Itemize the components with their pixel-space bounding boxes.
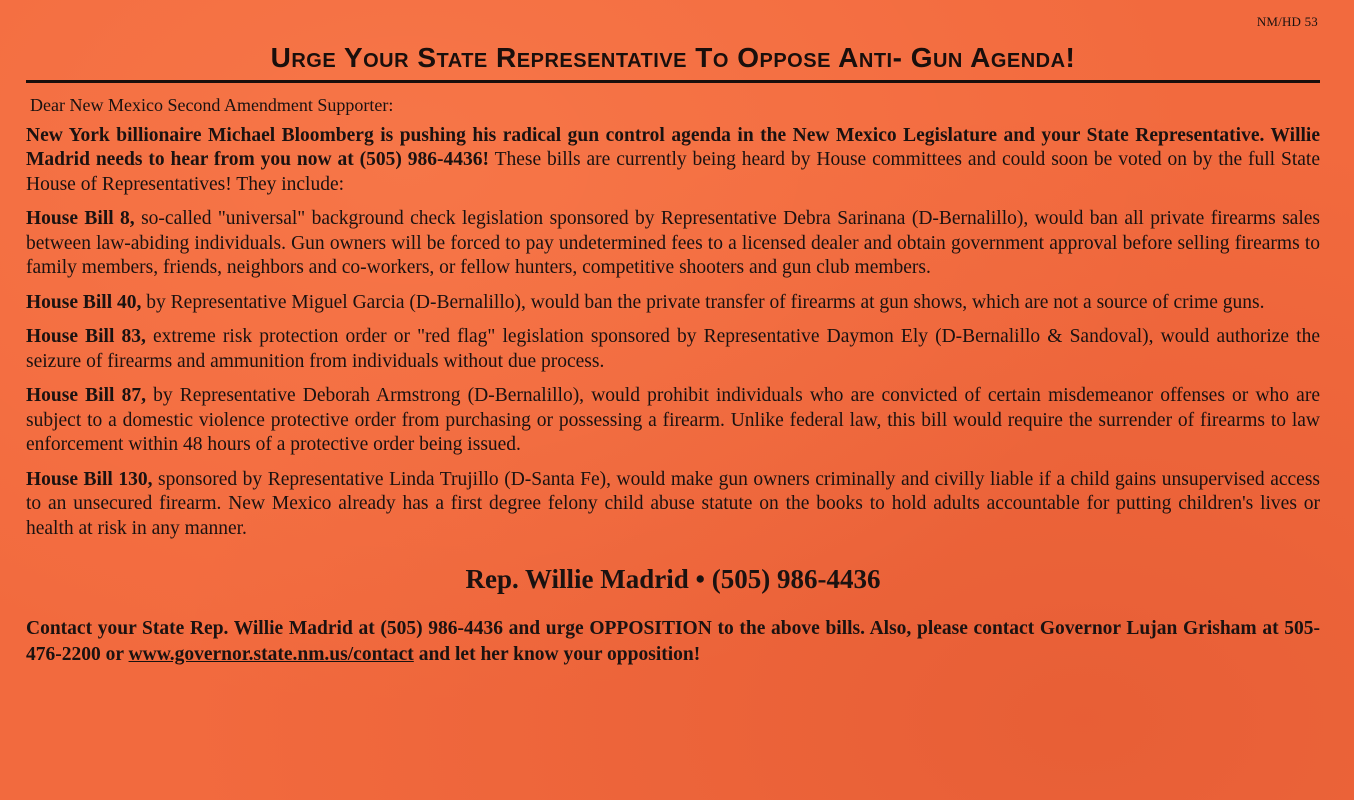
bill-name: House Bill 87, bbox=[26, 385, 146, 406]
representative-contact-line: Rep. Willie Madrid • (505) 986-4436 bbox=[465, 564, 881, 594]
bill-text: so-called "universal" background check legislation sponsored by Representative Debra Sarinana (D-Bernalillo), would ban all private firearms sales between law-abiding individuals. Gun owners will be forced to pay undetermined fees to a licensed dealer and obtain government approval before selling firearms to family members, friends, neighbors and co-workers, or fellow hunters, competitive shooters and gun club members. bbox=[26, 208, 1320, 278]
headline-rule bbox=[26, 80, 1320, 83]
headline: Urge Your State Representative To Oppose Anti- Gun Agenda! bbox=[270, 42, 1076, 73]
bill-name: House Bill 8, bbox=[26, 208, 135, 229]
mailer-code: NM/HD 53 bbox=[1256, 14, 1318, 29]
footer-end: and let her know your opposition! bbox=[418, 643, 701, 665]
bill-paragraph bbox=[26, 291, 1320, 316]
bill-text: by Representative Deborah Armstrong (D-Bernalillo), would prohibit individuals who are convicted of certain misdemeanor offenses or who are subject to a domestic violence protective order from purchasing or possessing a firearm. Unlike federal law, this bill would require the surrender of firearms to law enforcement within 48 hours of a protective order being issued. bbox=[26, 385, 1320, 455]
bill-text: by Representative Miguel Garcia (D-Bernalillo), would ban the private transfer of firearms at gun shows, which are not a source of crime guns. bbox=[146, 291, 1265, 313]
bill-text: extreme risk protection order or "red flag" legislation sponsored by Representative Daymon Ely (D-Bernalillo & Sandoval), would authorize the seizure of firearms and ammunition from individuals without due process. bbox=[26, 326, 1320, 372]
bill-paragraph bbox=[26, 384, 1320, 458]
bill-paragraph bbox=[26, 207, 1320, 281]
intro-bold: New York billionaire Michael Bloomberg is pushing his radical gun control agenda in the New Mexico Legislature and your State Representative. Willie Madrid needs to hear from you now at (505) 986-4436! bbox=[26, 124, 1320, 170]
salutation: Dear New Mexico Second Amendment Supporter: bbox=[30, 95, 394, 115]
intro-paragraph bbox=[26, 124, 1320, 198]
bill-text: sponsored by Representative Linda Trujillo (D-Santa Fe), would make gun owners criminally and civilly liable if a child gains unsupervised access to an unsecured firearm. New Mexico already has a first degree felony child abuse statute on the books to hold adults accountable for putting children's lives or health at risk in any manner. bbox=[26, 468, 1320, 539]
footer-call-to-action bbox=[26, 616, 1320, 668]
intro-rest: These bills are currently being heard by House committees and could soon be voted on by the full State House of Representatives! They include: bbox=[26, 149, 1320, 195]
bill-name: House Bill 40, bbox=[26, 291, 142, 313]
letter-body bbox=[26, 93, 1320, 668]
bill-name: House Bill 83, bbox=[26, 326, 146, 347]
governor-contact-link[interactable]: www.governor.state.nm.us/contact bbox=[128, 643, 414, 665]
bill-name: House Bill 130, bbox=[26, 468, 153, 490]
footer-text: Contact your State Rep. Willie Madrid at (505) 986-4436 and urge OPPOSITION to the above bills. Also, please contact Governor Lujan Grisham at 505-476-2200 or bbox=[26, 617, 1320, 665]
bill-paragraph bbox=[26, 325, 1320, 374]
bill-paragraph bbox=[26, 468, 1320, 542]
